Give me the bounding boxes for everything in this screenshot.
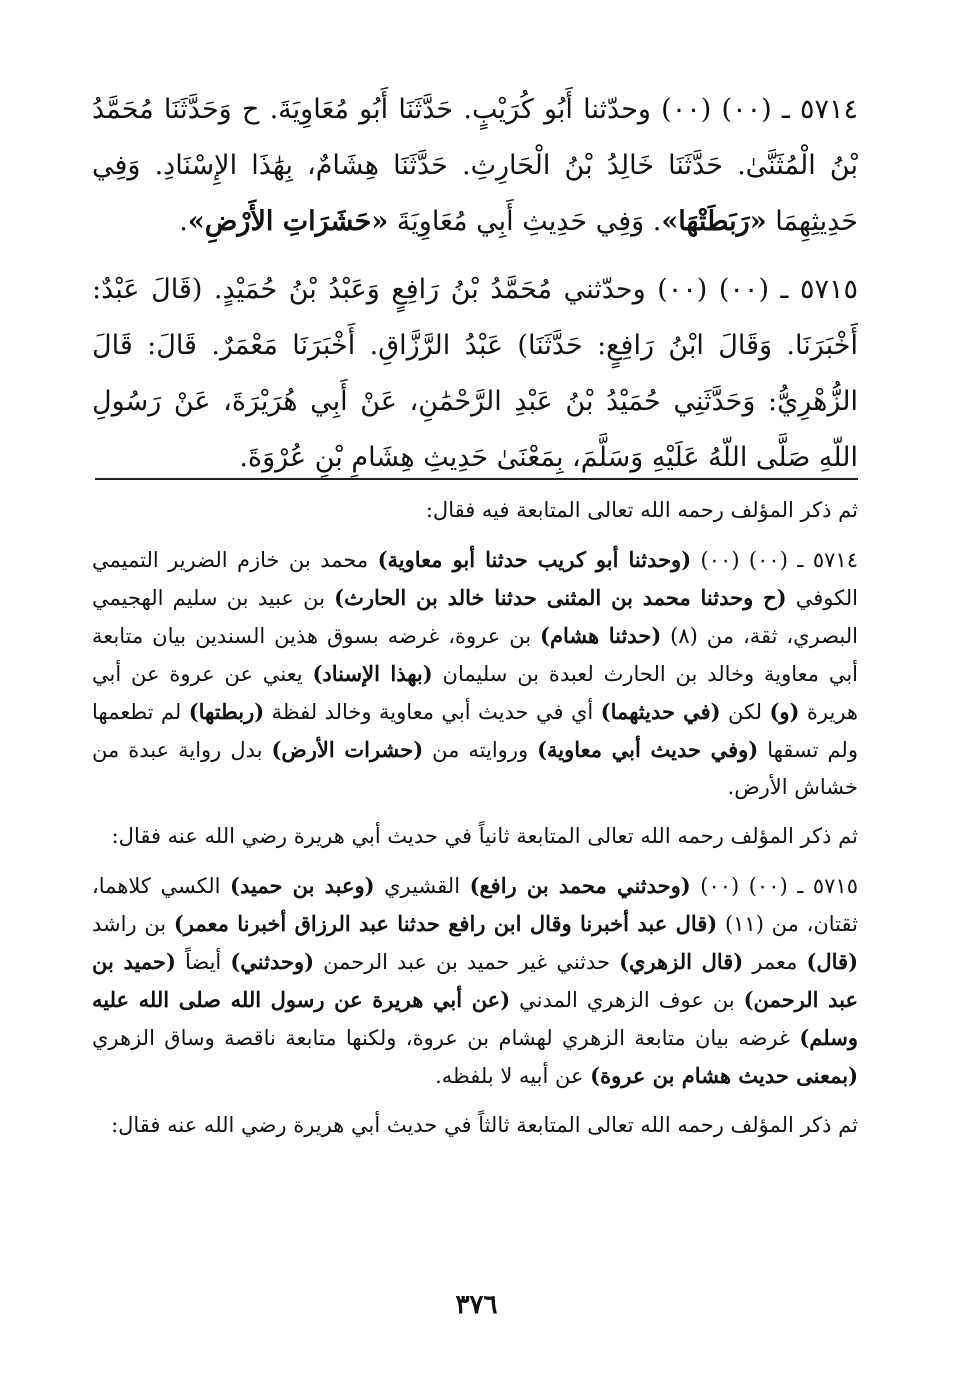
- hadith-paragraph: ٥٧١٤ ـ (٠٠) (٠٠) وحدّثنا أَبُو كُرَيْبٍ. حَدَّثَنَا أَبُو مُعَاوِيَةَ. ح وَحَدَّثَنَا مُحَمَّدُ بْنُ الْمُثَنَّىٰ. حَدَّثَنَا خَالِدُ بْنُ الْحَارِثِ. حَدَّثَنَا هِشَامٌ، بِهَٰذَا الإِسْنَادِ. وَفِي حَدِيثِهِمَا «رَبَطَتْهَا». وَفِي حَدِيثِ أَبِي مُعَاوِيَةَ «حَشَرَاتِ الأَرْضِ».: [92, 94, 859, 237]
- commentary-paragraph: ٥٧١٤ ـ (٠٠) (٠٠) (وحدثنا أبو كريب حدثنا أبو معاوية) محمد بن خازم الضرير التميمي الكوفي (ح وحدثنا محمد بن المثنى حدثنا خالد بن الحارث) بن عبيد بن سليم الهجيمي البصري، ثقة، من (٨) (حدثنا هشام) بن عروة، غرضه بسوق هذين السندين بيان متابعة أبي معاوية وخالد بن الحارث لعبدة بن سليمان (بهذا الإسناد) يعني عن عروة عن أبي هريرة (و) لكن (في حديثهما) أي في حديث أبي معاوية وخالد لفظة (ربطتها) لم تطعمها ولم تسقها (وفي حديث أبي معاوية) وروايته من (حشرات الأرض) بدل رواية عبدة من خشاش الأرض.: [92, 547, 859, 799]
- commentary-paragraph: ثم ذكر المؤلف رحمه الله تعالى المتابعة ثانياً في حديث أبي هريرة رضي الله عنه فقال:: [111, 824, 858, 848]
- commentary-paragraph: ثم ذكر المؤلف رحمه الله تعالى المتابعة ثالثاً في حديث أبي هريرة رضي الله عنه فقال:: [111, 1113, 858, 1137]
- page-number: ٣٧٦: [455, 1290, 498, 1320]
- commentary-paragraph: ٥٧١٥ ـ (٠٠) (٠٠) (وحدثني محمد بن رافع) القشيري (وعبد بن حميد) الكسي كلاهما، ثقتان، من (١١) (قال عبد أخبرنا وقال ابن رافع حدثنا عبد الرزاق أخبرنا معمر) بن راشد (قال) معمر (قال الزهري) حدثني غير حميد بن عبد الرحمن (وحدثني) أيضاً (حميد بن عبد الرحمن) بن عوف الزهري المدني (عن أبي هريرة عن رسول الله صلى الله عليه وسلم) غرضه بيان متابعة الزهري لهشام بن عروة، ولكنها متابعة ناقصة وساق الزهري (بمعنى حديث هشام بن عروة) عن أبيه لا بلفظه.: [92, 873, 859, 1088]
- footnote-separator: [95, 478, 858, 480]
- hadith-paragraph: ٥٧١٥ ـ (٠٠) (٠٠) وحدّثني مُحَمَّدُ بْنُ رَافِعٍ وَعَبْدُ بْنُ حُمَيْدٍ. (قَالَ عَبْدٌ: أَخْبَرَنَا. وَقَالَ ابْنُ رَافِعٍ: حَدَّثَنَا) عَبْدُ الرَّزَّاقِ. أَخْبَرَنَا مَعْمَرٌ. قَالَ: قَالَ الزُّهْرِيُّ: وَحَدَّثَنِي حُمَيْدُ بْنُ عَبْدِ الرَّحْمَٰنِ، عَنْ أَبِي هُرَيْرَةَ، عَنْ رَسُولِ اللّهِ صَلَّى اللّهُ عَلَيْهِ وَسَلَّمَ، بِمَعْنَىٰ حَدِيثِ هِشَامِ بْنِ عُرْوَةَ.: [92, 274, 859, 473]
- hadith-text-block: [92, 82, 858, 498]
- commentary-paragraph: ثم ذكر المؤلف رحمه الله تعالى المتابعة فيه فقال:: [425, 498, 858, 522]
- commentary-block: [92, 492, 858, 1156]
